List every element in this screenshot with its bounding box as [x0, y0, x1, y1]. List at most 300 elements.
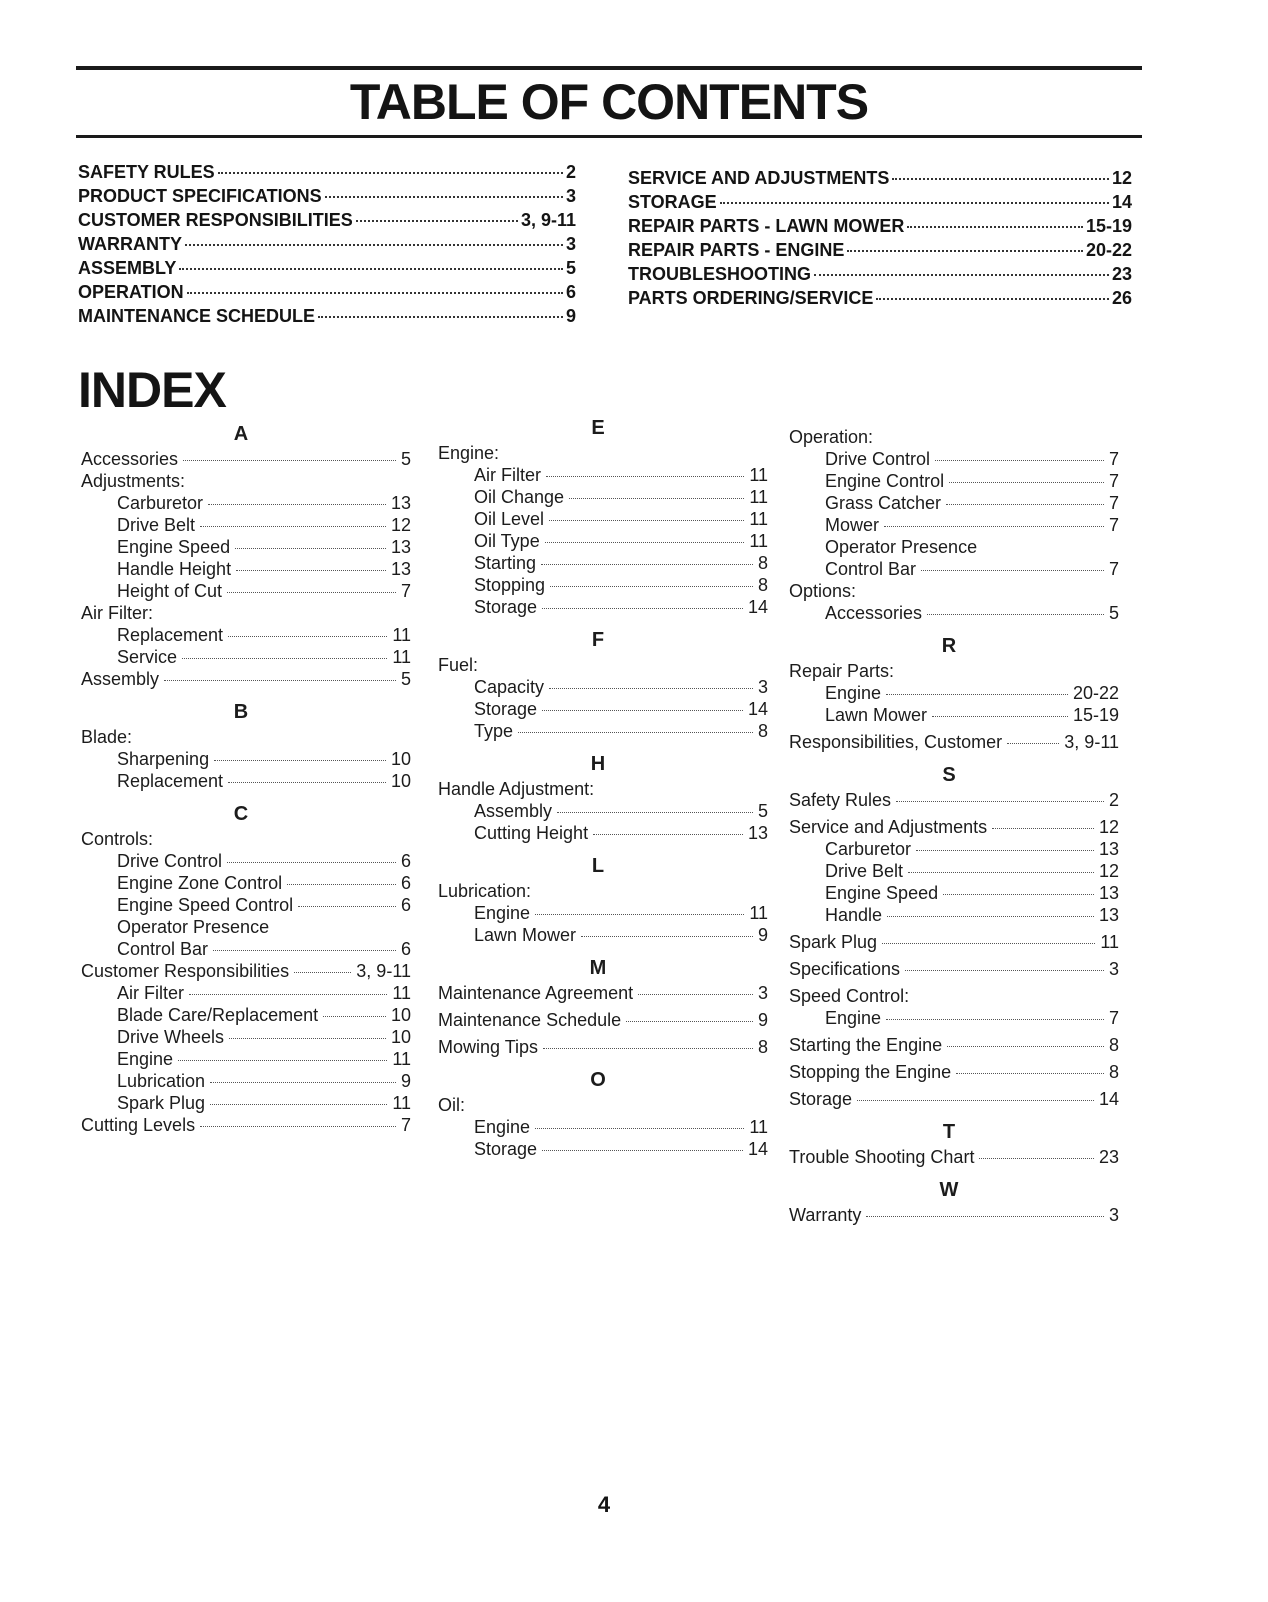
index-subentry [438, 698, 768, 720]
index-entry-text: Air Filter [474, 465, 541, 485]
index-entry-page: 13 [1098, 839, 1119, 859]
index-entry-text: Drive Belt [117, 515, 196, 535]
index-entry-text: Storage [474, 699, 538, 719]
index-entry-text: Blade Care/Replacement [117, 1005, 319, 1025]
toc-entry-label: REPAIR PARTS - LAWN MOWER [628, 216, 905, 236]
index-entry [438, 442, 768, 464]
toc-entry-page: 9 [565, 306, 576, 326]
index-subentry [438, 530, 768, 552]
index-entry-text: Handle [825, 905, 883, 925]
index-entry [438, 654, 768, 676]
dot-leader [921, 570, 1104, 571]
index-subentry [789, 904, 1119, 926]
index-entry-page: 9 [757, 1010, 768, 1030]
index-entry-text: Trouble Shooting Chart [789, 1147, 975, 1167]
index-entry-page: 7 [1108, 449, 1119, 469]
index-entry-text: Adjustments: [81, 471, 186, 491]
index-entry-page: 11 [392, 625, 411, 645]
page-number: 4 [597, 1492, 611, 1517]
dot-leader [298, 906, 396, 907]
dot-leader [535, 914, 744, 915]
index-entry [81, 668, 411, 690]
dot-leader [886, 1019, 1104, 1020]
dot-leader [218, 172, 563, 174]
index-entry-page: 10 [390, 749, 411, 769]
index-entry-page: 13 [390, 559, 411, 579]
index-entry [789, 580, 1119, 602]
toc-entry [78, 256, 576, 280]
index-entry-text: Oil Change [474, 487, 565, 507]
index-subentry [81, 492, 411, 514]
index-subentry [81, 1026, 411, 1048]
index-entry-page: 7 [1108, 493, 1119, 513]
index-entry-page: 3, 9-11 [356, 961, 411, 981]
index-entry-page: 13 [390, 537, 411, 557]
dot-leader [183, 460, 396, 461]
index-entry-text: Accessories [81, 449, 179, 469]
index-entry-page: 11 [392, 1093, 411, 1113]
dot-leader [518, 732, 753, 733]
index-entry-text: Engine Control [825, 471, 945, 491]
dot-leader [294, 972, 351, 973]
index-entry-text: Grass Catcher [825, 493, 942, 513]
index-entry-page: 6 [400, 873, 411, 893]
index-entry-text: Speed Control: [789, 986, 910, 1006]
index-entry-text: Engine Speed Control [117, 895, 294, 915]
index-entry-page: 5 [400, 669, 411, 689]
dot-leader [164, 680, 396, 681]
dot-leader [318, 316, 563, 318]
index-entry-text: Oil Level [474, 509, 545, 529]
toc-entry-page: 3, 9-11 [520, 210, 576, 230]
index-entry-page: 8 [1108, 1062, 1119, 1082]
index-entry-text: Spark Plug [117, 1093, 206, 1113]
dot-leader [992, 828, 1094, 829]
index-entry-page: 12 [1098, 861, 1119, 881]
index-subentry [438, 822, 768, 844]
index-entry [438, 880, 768, 902]
index-entry [789, 660, 1119, 682]
index-entry-page: 3 [757, 983, 768, 1003]
index-entry-page: 23 [1098, 1147, 1119, 1167]
index-subentry [81, 1070, 411, 1092]
toc-entry-page: 3 [565, 234, 576, 254]
index-subentry [81, 1004, 411, 1026]
dot-leader [907, 226, 1083, 228]
index-entry-text: Handle Adjustment: [438, 779, 595, 799]
index-entry-page: 3, 9-11 [1064, 732, 1119, 752]
index-entry-page: 7 [1108, 1008, 1119, 1028]
index-entry-text: Replacement [117, 771, 224, 791]
toc-entry [628, 286, 1132, 310]
index-entry-text: Mowing Tips [438, 1037, 539, 1057]
index-entry-page: 7 [400, 581, 411, 601]
index-entry-page: 11 [749, 531, 768, 551]
index-entry [789, 731, 1119, 753]
toc-entry-label: ASSEMBLY [78, 258, 177, 278]
index-column-1 [81, 420, 411, 1136]
dot-leader [876, 298, 1109, 300]
dot-leader [550, 586, 753, 587]
index-entry-text: Assembly [81, 669, 160, 689]
dot-leader [569, 498, 744, 499]
index-entry-page: 13 [1098, 883, 1119, 903]
dot-leader [236, 570, 386, 571]
dot-leader [581, 936, 753, 937]
index-entry-page: 8 [757, 553, 768, 573]
index-entry-text: Oil: [438, 1095, 465, 1115]
index-subentry [81, 748, 411, 770]
index-entry-text: Mower [825, 515, 880, 535]
index-entry-text: Customer Responsibilities [81, 961, 290, 981]
dot-leader [546, 476, 744, 477]
index-entry-page: 14 [1098, 1089, 1119, 1109]
toc-title: TABLE OF CONTENTS [349, 74, 869, 130]
dot-leader [187, 292, 563, 294]
index-subentry [81, 770, 411, 792]
index-entry-text: Engine [474, 903, 531, 923]
index-entry-page: 6 [400, 851, 411, 871]
index-entry-page: 10 [390, 1005, 411, 1025]
index-entry-text: Starting the Engine [789, 1035, 943, 1055]
index-entry-page: 10 [390, 771, 411, 791]
dot-leader [200, 1126, 396, 1127]
index-entry [789, 1204, 1119, 1226]
index-entry-text: Lawn Mower [474, 925, 577, 945]
toc-entry-label: CUSTOMER RESPONSIBILITIES [78, 210, 353, 230]
index-subentry [789, 1007, 1119, 1029]
toc-entry-page: 5 [565, 258, 576, 278]
index-subentry [81, 982, 411, 1004]
toc-entry [628, 166, 1132, 190]
index-entry-page: 8 [757, 721, 768, 741]
index-entry-text: Operator Presence [825, 537, 978, 557]
index-entry-text: Replacement [117, 625, 224, 645]
index-entry-text: Engine [117, 1049, 174, 1069]
index-subentry [81, 872, 411, 894]
dot-leader [882, 943, 1095, 944]
index-entry-text: Air Filter: [81, 603, 153, 623]
dot-leader [208, 504, 386, 505]
toc-entry-label: SAFETY RULES [78, 162, 215, 182]
toc-left-column [78, 160, 576, 328]
toc-entry [78, 184, 576, 208]
dot-leader [200, 526, 386, 527]
dot-leader [235, 548, 386, 549]
index-entry-text: Drive Wheels [117, 1027, 225, 1047]
index-entry [789, 1034, 1119, 1056]
dot-leader [323, 1016, 386, 1017]
dot-leader [908, 872, 1094, 873]
toc-entry-page: 12 [1111, 168, 1132, 188]
index-subentry [438, 676, 768, 698]
toc-entry [78, 304, 576, 328]
index-entry-text: Drive Control [117, 851, 223, 871]
index-subentry [81, 646, 411, 668]
dot-leader [229, 1038, 386, 1039]
index-section-letter: F [591, 629, 605, 651]
dot-leader [325, 196, 563, 198]
index-entry-text: Carburetor [825, 839, 912, 859]
toc-entry-label: REPAIR PARTS - ENGINE [628, 240, 845, 260]
index-entry-text: Assembly [474, 801, 553, 821]
dot-leader [956, 1073, 1104, 1074]
dot-leader [1007, 743, 1059, 744]
index-subentry [789, 536, 1119, 558]
dot-leader [227, 592, 396, 593]
index-subentry [438, 596, 768, 618]
index-entry-text: Drive Control [825, 449, 931, 469]
index-section-letter: H [590, 753, 606, 775]
index-entry [438, 982, 768, 1004]
index-entry-page: 10 [390, 1027, 411, 1047]
index-entry-page: 11 [749, 903, 768, 923]
index-entry-text: Control Bar [825, 559, 917, 579]
toc-entry-label: OPERATION [78, 282, 184, 302]
index-section-letter: A [233, 423, 249, 445]
index-entry-text: Lubrication [117, 1071, 206, 1091]
index-entry-page: 13 [1098, 905, 1119, 925]
index-entry-page: 7 [1108, 515, 1119, 535]
index-entry-page: 11 [749, 465, 768, 485]
index-subentry [438, 486, 768, 508]
index-section-letter: S [942, 764, 956, 786]
index-subentry [438, 1116, 768, 1138]
index-entry [789, 985, 1119, 1007]
index-entry [438, 778, 768, 800]
index-subentry [438, 1138, 768, 1160]
dot-leader [886, 694, 1068, 695]
index-section-letter: R [941, 635, 957, 657]
dot-leader [814, 274, 1109, 276]
toc-entry-label: PRODUCT SPECIFICATIONS [78, 186, 322, 206]
dot-leader [946, 504, 1104, 505]
index-entry-page: 7 [1108, 559, 1119, 579]
dot-leader [356, 220, 518, 222]
index-subentry [81, 514, 411, 536]
index-entry-page: 12 [390, 515, 411, 535]
index-entry [81, 726, 411, 748]
index-entry-text: Lawn Mower [825, 705, 928, 725]
toc-entry-page: 20-22 [1085, 240, 1132, 260]
dot-leader [541, 564, 753, 565]
index-entry-page: 15-19 [1072, 705, 1119, 725]
dot-leader [214, 760, 386, 761]
index-section-letter: B [233, 701, 249, 723]
dot-leader [847, 250, 1083, 252]
index-entry-text: Storage [474, 597, 538, 617]
toc-entry-label: PARTS ORDERING/SERVICE [628, 288, 874, 308]
index-entry [81, 1114, 411, 1136]
index-entry [789, 426, 1119, 448]
toc-right-column [628, 166, 1132, 310]
index-section-letter: W [939, 1179, 959, 1201]
toc-entry-page: 3 [565, 186, 576, 206]
index-entry-text: Repair Parts: [789, 661, 895, 681]
index-entry-text: Lubrication: [438, 881, 532, 901]
dot-leader [210, 1082, 396, 1083]
dot-leader [916, 850, 1094, 851]
dot-leader [228, 636, 387, 637]
index-entry-text: Fuel: [438, 655, 479, 675]
dot-leader [927, 614, 1104, 615]
dot-leader [189, 994, 387, 995]
index-section-letter: M [589, 957, 607, 979]
toc-entry-page: 6 [565, 282, 576, 302]
index-entry-page: 8 [1108, 1035, 1119, 1055]
index-entry [789, 1146, 1119, 1168]
index-entry-text: Carburetor [117, 493, 204, 513]
dot-leader [543, 1048, 753, 1049]
index-subentry [81, 580, 411, 602]
dot-leader [213, 950, 396, 951]
index-subentry [81, 850, 411, 872]
dot-leader [542, 1150, 743, 1151]
dot-leader [182, 658, 387, 659]
dot-leader [932, 716, 1068, 717]
dot-leader [884, 526, 1104, 527]
index-subentry [81, 916, 411, 938]
index-subentry [81, 938, 411, 960]
dot-leader [626, 1021, 753, 1022]
index-entry-text: Engine Speed [117, 537, 231, 557]
dot-leader [542, 608, 743, 609]
dot-leader [227, 862, 396, 863]
toc-entry [628, 238, 1132, 262]
index-entry-text: Capacity [474, 677, 545, 697]
index-entry-text: Engine: [438, 443, 500, 463]
index-entry [438, 1036, 768, 1058]
index-entry-page: 11 [749, 509, 768, 529]
dot-leader [905, 970, 1104, 971]
index-section-letter: E [591, 417, 605, 439]
index-subentry [81, 1048, 411, 1070]
dot-leader [287, 884, 396, 885]
index-subentry [438, 508, 768, 530]
dot-leader [210, 1104, 387, 1105]
index-entry-text: Stopping the Engine [789, 1062, 952, 1082]
index-subentry [438, 574, 768, 596]
dot-leader [887, 916, 1094, 917]
toc-entry-page: 2 [565, 162, 576, 182]
index-section-letter: L [591, 855, 605, 877]
index-subentry [789, 860, 1119, 882]
index-entry-text: Spark Plug [789, 932, 878, 952]
dot-leader [549, 520, 744, 521]
index-subentry [81, 1092, 411, 1114]
index-subentry [81, 894, 411, 916]
index-subentry [789, 602, 1119, 624]
index-subentry [81, 558, 411, 580]
dot-leader [943, 894, 1094, 895]
index-entry-text: Engine [825, 1008, 882, 1028]
index-entry-page: 11 [392, 1049, 411, 1069]
index-section-letter: C [233, 803, 249, 825]
index-entry-text: Drive Belt [825, 861, 904, 881]
index-entry-page: 7 [400, 1115, 411, 1135]
index-entry [81, 828, 411, 850]
dot-leader [593, 834, 743, 835]
index-section-letter: T [942, 1121, 956, 1143]
dot-leader [228, 782, 386, 783]
index-subentry [789, 838, 1119, 860]
index-column-2 [438, 414, 768, 1160]
index-entry-text: Cutting Height [474, 823, 589, 843]
index-subentry [789, 514, 1119, 536]
toc-entry [78, 160, 576, 184]
index-entry [789, 1061, 1119, 1083]
index-title: INDEX [78, 362, 226, 418]
index-entry-page: 2 [1108, 790, 1119, 810]
index-entry-text: Warranty [789, 1205, 862, 1225]
index-entry-text: Storage [474, 1139, 538, 1159]
index-entry-text: Safety Rules [789, 790, 892, 810]
index-entry-text: Stopping [474, 575, 546, 595]
toc-entry-page: 15-19 [1085, 216, 1132, 236]
index-entry-text: Engine Speed [825, 883, 939, 903]
title-underline [76, 135, 1142, 138]
index-entry-text: Operation: [789, 427, 874, 447]
toc-entry-label: SERVICE AND ADJUSTMENTS [628, 168, 890, 188]
dot-leader [545, 542, 745, 543]
toc-entry [78, 208, 576, 232]
toc-entry-page: 26 [1111, 288, 1132, 308]
dot-leader [179, 268, 563, 270]
index-entry-text: Controls: [81, 829, 154, 849]
index-entry-text: Handle Height [117, 559, 232, 579]
index-entry-text: Responsibilities, Customer [789, 732, 1003, 752]
index-subentry [438, 902, 768, 924]
toc-entry-label: MAINTENANCE SCHEDULE [78, 306, 316, 326]
index-entry-page: 11 [392, 983, 411, 1003]
index-subentry [438, 720, 768, 742]
index-entry-page: 11 [392, 647, 411, 667]
index-entry-text: Sharpening [117, 749, 210, 769]
index-entry-text: Specifications [789, 959, 901, 979]
index-entry-page: 11 [1100, 932, 1119, 952]
toc-entry-label: WARRANTY [78, 234, 182, 254]
dot-leader [185, 244, 563, 246]
index-entry-page: 8 [757, 1037, 768, 1057]
index-subentry [789, 470, 1119, 492]
index-section-letter: O [590, 1069, 606, 1091]
toc-entry-page: 14 [1111, 192, 1132, 212]
index-entry [438, 1009, 768, 1031]
toc-entry [628, 262, 1132, 286]
toc-entry [78, 232, 576, 256]
toc-entry-label: STORAGE [628, 192, 717, 212]
index-entry-text: Height of Cut [117, 581, 223, 601]
index-entry-page: 9 [400, 1071, 411, 1091]
dot-leader [935, 460, 1104, 461]
dot-leader [896, 801, 1104, 802]
index-entry-page: 20-22 [1072, 683, 1119, 703]
dot-leader [720, 202, 1109, 204]
dot-leader [638, 994, 753, 995]
index-entry-text: Maintenance Schedule [438, 1010, 622, 1030]
index-entry [81, 470, 411, 492]
index-entry-page: 3 [1108, 959, 1119, 979]
index-entry-text: Operator Presence [117, 917, 270, 937]
index-subentry [438, 800, 768, 822]
index-entry-page: 3 [1108, 1205, 1119, 1225]
toc-entry-label: TROUBLESHOOTING [628, 264, 811, 284]
dot-leader [178, 1060, 387, 1061]
index-column-3 [789, 426, 1119, 1226]
index-entry-page: 5 [1108, 603, 1119, 623]
index-entry-text: Engine [474, 1117, 531, 1137]
index-entry-text: Starting [474, 553, 537, 573]
